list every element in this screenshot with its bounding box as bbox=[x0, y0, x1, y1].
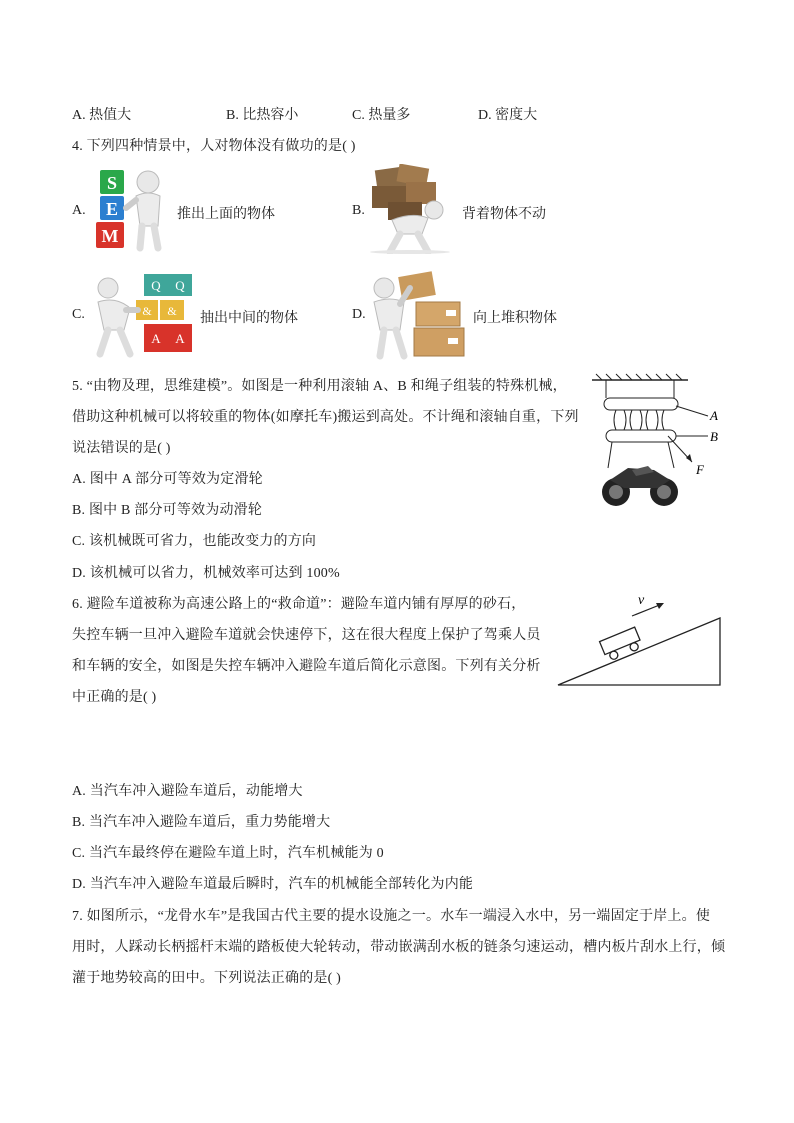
q6-stem-line-4: 中正确的是( ) bbox=[72, 690, 157, 705]
q3-option-b: B. 比热容小 bbox=[226, 108, 299, 123]
q4-option-b-image bbox=[368, 164, 458, 254]
label-f: F bbox=[696, 462, 704, 477]
q7-stem-line-3: 灌于地势较高的田中。下列说法正确的是( ) bbox=[72, 971, 342, 986]
q4-option-c-image bbox=[90, 270, 196, 358]
label-a: A bbox=[710, 408, 718, 423]
q6-stem-line-3: 和车辆的安全，如图是失控车辆冲入避险车道后简化示意图。下列有关分析 bbox=[72, 659, 541, 674]
q6-option-c: C. 当汽车最终停在避险车道上时，汽车机械能为 0 bbox=[72, 846, 384, 861]
label-b: B bbox=[710, 429, 718, 444]
q5-stem-line-1: 5. “由物及理，思维建模”。如图是一种利用滚轴 A、B 和绳子组装的特殊机械， bbox=[72, 379, 567, 394]
q4-option-c-letter: C. bbox=[72, 307, 85, 322]
q5-figure-pulley bbox=[588, 372, 728, 510]
letter-amp2: & bbox=[167, 304, 177, 318]
letter-m: M bbox=[101, 226, 119, 246]
q3-option-a: A. 热值大 bbox=[72, 108, 132, 123]
q6-stem-line-2: 失控车辆一旦冲入避险车道就会快速停下，这在很大程度上保护了驾乘人员 bbox=[72, 628, 541, 643]
q5-stem-line-2: 借助这种机械可以将较重的物体(如摩托车)搬运到高处。不计绳和滚轴自重，下列 bbox=[72, 410, 579, 425]
q6-stem-line-1: 6. 避险车道被称为高速公路上的“救命道”：避险车道内铺有厚厚的砂石， bbox=[72, 597, 526, 612]
q4-option-b-text: 背着物体不动 bbox=[462, 207, 546, 222]
q5-option-d: D. 该机械可以省力，机械效率可达到 100% bbox=[72, 566, 340, 581]
q4-option-c-text: 抽出中间的物体 bbox=[200, 311, 298, 326]
q4-option-a-letter: A. bbox=[72, 203, 86, 218]
q5-option-a: A. 图中 A 部分可等效为定滑轮 bbox=[72, 472, 263, 487]
q6-option-b: B. 当汽车冲入避险车道后，重力势能增大 bbox=[72, 815, 331, 830]
letter-q1: Q bbox=[151, 278, 161, 293]
letter-a2: A bbox=[175, 331, 185, 346]
q7-stem-line-2: 用时，人踩动长柄摇杆末端的踏板使大轮转动，带动嵌满刮水板的链条匀速运动，槽内板片刮水上行，倾 bbox=[72, 940, 726, 955]
q5-stem-line-3: 说法错误的是( ) bbox=[72, 441, 171, 456]
q4-stem: 4. 下列四种情景中，人对物体没有做功的是( ) bbox=[72, 139, 356, 154]
q4-option-d-image bbox=[370, 268, 468, 360]
q7-stem-line-1: 7. 如图所示，“龙骨水车”是我国古代主要的提水设施之一。水车一端浸入水中，另一端固定于岸上。使 bbox=[72, 909, 711, 924]
q4-option-d-text: 向上堆积物体 bbox=[473, 311, 557, 326]
letter-a1: A bbox=[151, 331, 161, 346]
q3-option-d: D. 密度大 bbox=[478, 108, 538, 123]
letter-s: S bbox=[106, 173, 118, 193]
q4-option-a-text: 推出上面的物体 bbox=[177, 207, 275, 222]
letter-amp1: & bbox=[142, 304, 152, 318]
q6-figure-ramp bbox=[556, 590, 724, 688]
label-v: v bbox=[638, 593, 645, 608]
q4-option-d-letter: D. bbox=[352, 307, 366, 322]
q6-option-a: A. 当汽车冲入避险车道后，动能增大 bbox=[72, 784, 303, 799]
q5-option-c: C. 该机械既可省力，也能改变力的方向 bbox=[72, 534, 317, 549]
q4-option-b-letter: B. bbox=[352, 203, 365, 218]
letter-e: E bbox=[105, 199, 119, 219]
q6-option-d: D. 当汽车冲入避险车道最后瞬时，汽车的机械能全部转化为内能 bbox=[72, 877, 474, 892]
letter-q2: Q bbox=[175, 278, 185, 293]
q4-option-a-image bbox=[90, 168, 172, 252]
q5-option-b: B. 图中 B 部分可等效为动滑轮 bbox=[72, 503, 263, 518]
q3-option-c: C. 热量多 bbox=[352, 108, 411, 123]
